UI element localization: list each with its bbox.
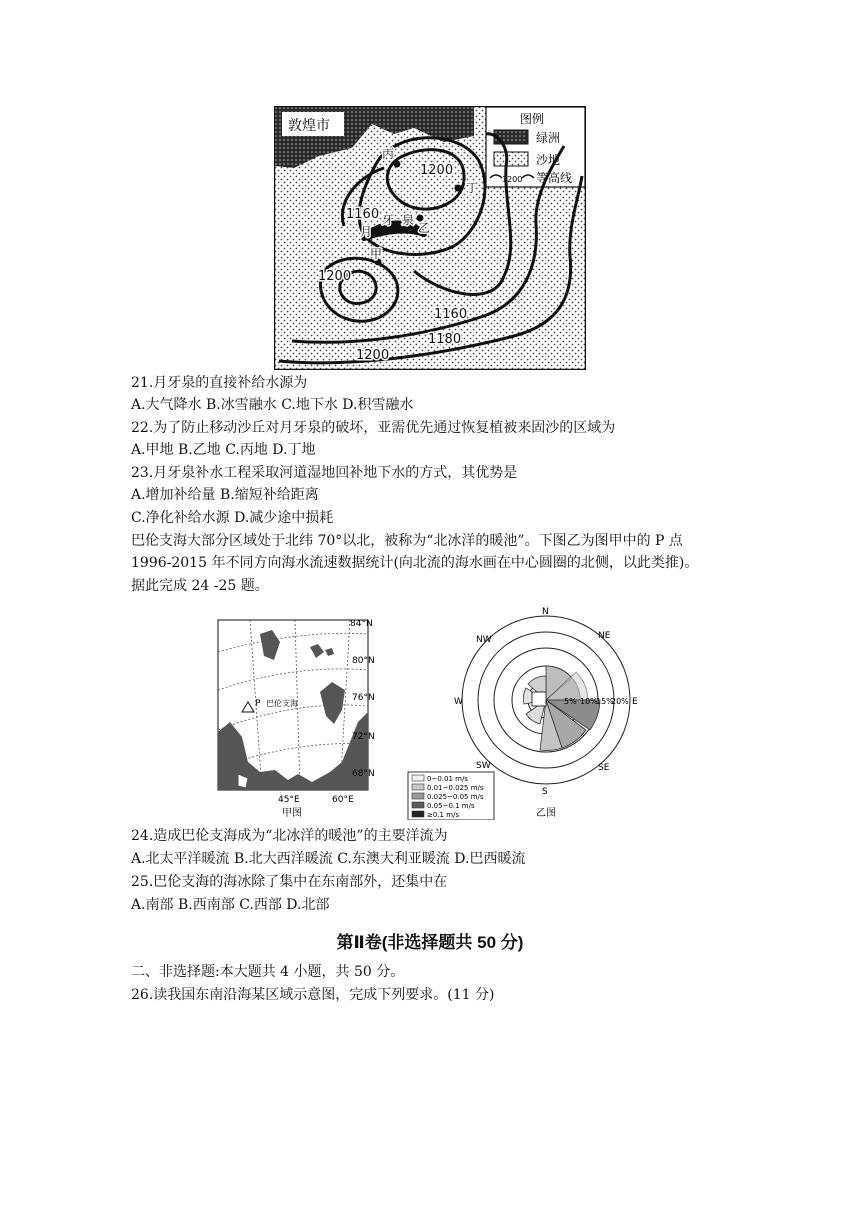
part2-intro: 二、非选择题:本大题共 4 小题，共 50 分。 xyxy=(131,964,405,980)
contour-label: 1160 xyxy=(346,207,380,222)
q23-options-1: A.增加补给量 B.缩短补给距离 xyxy=(131,487,319,503)
legend-item: 0.025~0.05 m/s xyxy=(427,793,484,801)
q26-stem: 26.读我国东南沿海某区域示意图，完成下列要求。(11 分) xyxy=(131,987,495,1003)
sand-swatch xyxy=(494,152,528,166)
legend-sand: 沙地 xyxy=(536,153,561,167)
q22-stem: 22.为了防止移动沙丘对月牙泉的破坏，亚需优先通过恢复植被来固沙的区域为 xyxy=(131,420,616,436)
map-caption-jia: 甲图 xyxy=(282,808,302,819)
lat-label: 72°N xyxy=(352,732,375,742)
point-label: 丙 xyxy=(382,147,395,161)
q25-stem: 25.巴伦支海的海冰除了集中在东南部外，还集中在 xyxy=(131,874,448,890)
current-rose-diagram xyxy=(400,604,660,820)
direction-label: W xyxy=(454,697,463,707)
ring-label: 15% xyxy=(596,697,614,706)
spring-label: 泉 xyxy=(402,213,415,227)
legend-item: 0.05~0.1 m/s xyxy=(427,802,475,810)
lon-label: 45°E xyxy=(278,795,300,805)
intro-line-3: 据此完成 24 -25 题。 xyxy=(131,578,269,594)
q24-options: A.北太平洋暖流 B.北大西洋暖流 C.东澳大利亚暖流 D.巴西暖流 xyxy=(131,851,526,867)
direction-label: E xyxy=(632,697,638,707)
legend-item: 0.01~0.025 m/s xyxy=(427,784,484,792)
direction-label: NE xyxy=(598,631,611,641)
oasis-swatch xyxy=(494,130,528,144)
legend-item: 0~0.01 m/s xyxy=(427,775,468,783)
ring-label: 5% xyxy=(564,697,577,706)
ring-label: 10% xyxy=(580,697,598,706)
legend-contour-sample: 1200 xyxy=(502,175,523,184)
sea-name-label: 巴伦支海 xyxy=(266,699,298,708)
q23-options-2: C.净化补给水源 D.减少途中损耗 xyxy=(131,510,334,526)
direction-label: SE xyxy=(598,763,610,773)
contour-label: 1200 xyxy=(318,269,352,284)
crescent-spring-contour-map xyxy=(274,106,586,370)
legend-contour: 等高线 xyxy=(536,171,573,185)
point-label: 乙 xyxy=(418,221,431,235)
direction-label: SW xyxy=(476,761,491,771)
spring-label: 牙 xyxy=(382,213,395,227)
contour-label: 1160 xyxy=(434,307,468,322)
contour-label: 1200 xyxy=(356,348,390,363)
lon-label: 60°E xyxy=(332,795,354,805)
intro-line-1: 巴伦支海大部分区域处于北纬 70°以北，被称为“北冰洋的暖池”。下图乙为图甲中的 P 点 xyxy=(131,533,683,549)
q25-options: A.南部 B.西南部 C.西部 D.北部 xyxy=(131,897,330,913)
spring-label: 月 xyxy=(360,225,373,239)
q22-options: A.甲地 B.乙地 C.丙地 D.丁地 xyxy=(131,442,316,458)
city-label: 敦煌市 xyxy=(288,118,330,134)
q24-stem: 24.造成巴伦支海成为“北冰洋的暖池”的主要洋流为 xyxy=(131,828,448,844)
lat-label: 76°N xyxy=(352,693,375,703)
lat-label: 84°N xyxy=(350,619,373,629)
direction-label: NW xyxy=(476,635,492,645)
direction-label: N xyxy=(542,607,549,617)
contour-label: 1200 xyxy=(420,163,454,178)
lat-label: 68°N xyxy=(352,769,375,779)
point-label: 丁 xyxy=(466,181,479,195)
direction-label: S xyxy=(542,787,548,797)
part2-title: 第Ⅱ卷(非选择题共 50 分) xyxy=(336,933,524,952)
lat-label: 80°N xyxy=(352,656,375,666)
point-p-label: P xyxy=(255,699,261,709)
ring-label: 20% xyxy=(611,697,629,706)
legend-item: ≥0.1 m/s xyxy=(427,811,460,819)
q21-options: A.大气降水 B.冰雪融水 C.地下水 D.积雪融水 xyxy=(131,397,414,413)
rose-caption-yi: 乙图 xyxy=(536,808,556,819)
intro-line-2: 1996-2015 年不同方向海水流速数据统计(向北流的海水画在中心圆圈的北侧，以此类推)。 xyxy=(131,555,699,571)
barents-sea-map xyxy=(200,612,390,820)
point-label: 甲 xyxy=(370,247,383,261)
q21-stem: 21.月牙泉的直接补给水源为 xyxy=(131,375,308,391)
contour-label: 1180 xyxy=(428,332,462,347)
legend-oasis: 绿洲 xyxy=(536,131,561,145)
legend-title: 图例 xyxy=(520,112,545,126)
q23-stem: 23.月牙泉补水工程采取河道湿地回补地下水的方式，其优势是 xyxy=(131,465,518,481)
